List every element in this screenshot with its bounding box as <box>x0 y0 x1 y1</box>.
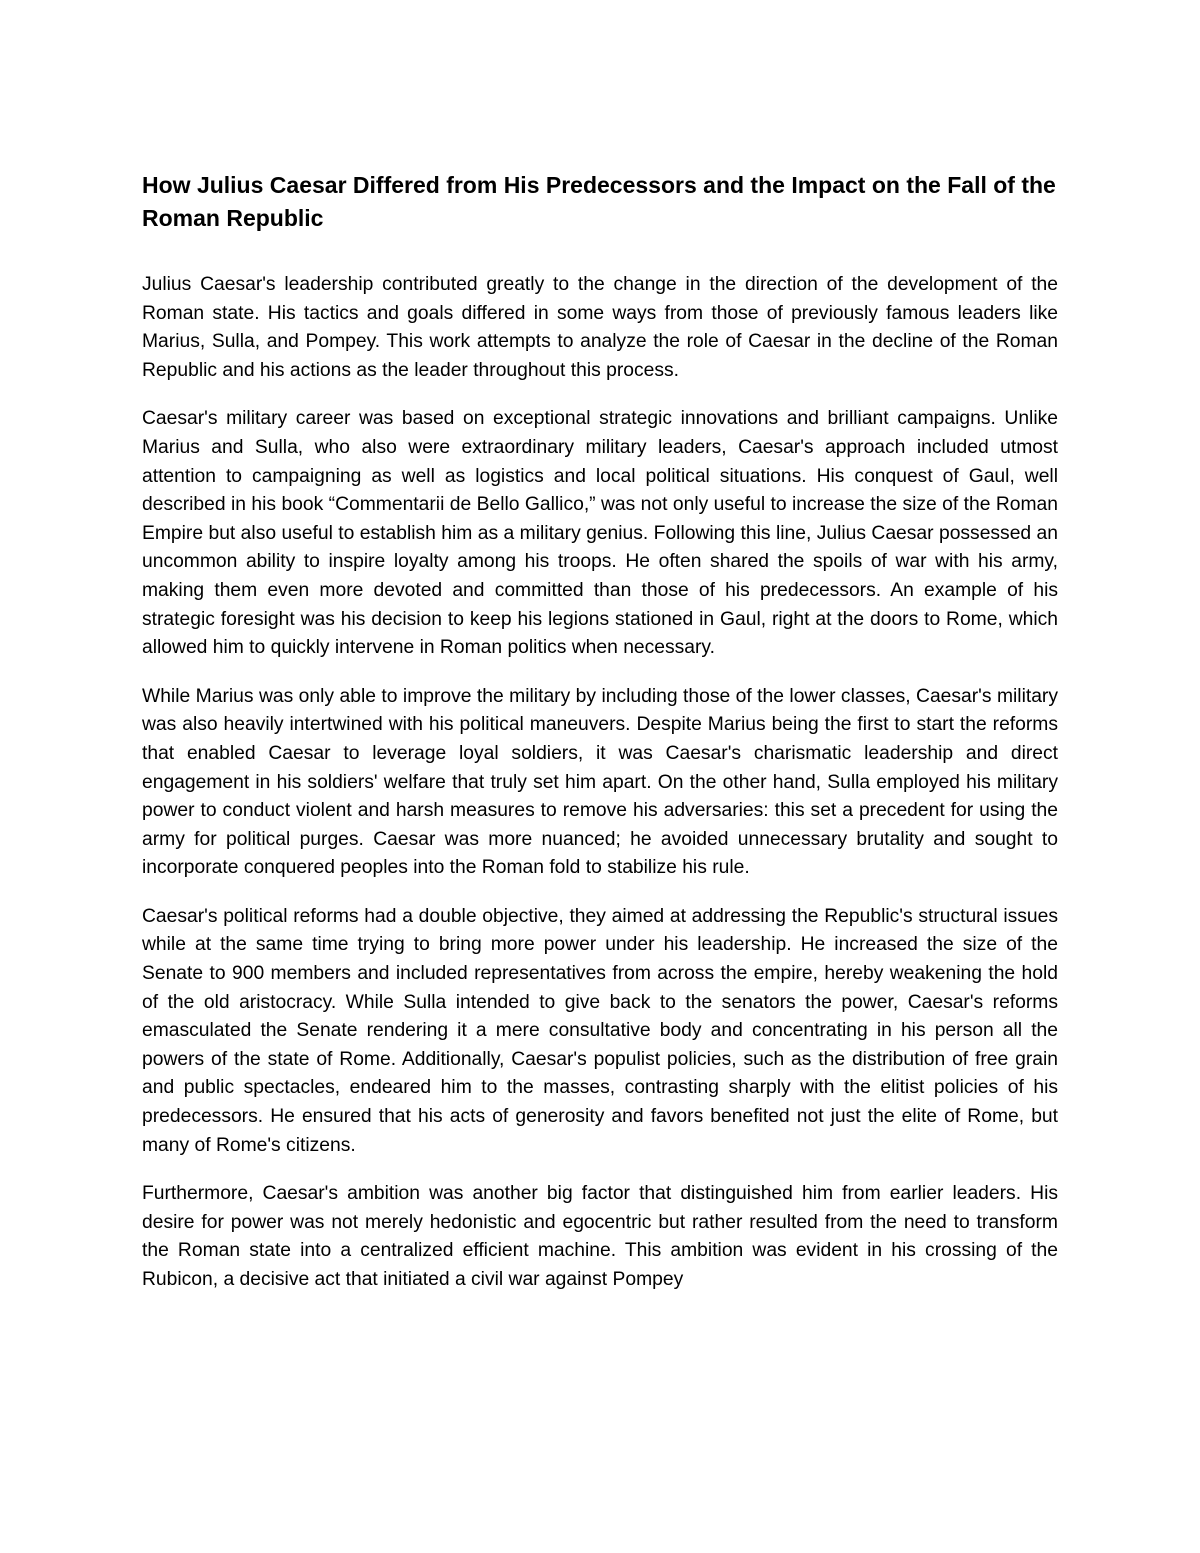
paragraph-military-career: Caesar's military career was based on exceptional strategic innovations and brilliant campaigns. Unlike Marius and Sulla, who also were extraordinary military leaders, Caesar's approach included utmost attention to campaigning as well as logistics and local political situations. His conquest of Gaul, well described in his book “Commentarii de Bello Gallico,” was not only useful to increase the size of the Roman Empire but also useful to establish him as a military genius. Following this line, Julius Caesar possessed an uncommon ability to inspire loyalty among his troops. He often shared the spoils of war with his army, making them even more devoted and committed than those of his predecessors. An example of his strategic foresight was his decision to keep his legions stationed in Gaul, right at the doors to Rome, which allowed him to quickly intervene in Roman politics when necessary. <box>142 408 1058 659</box>
paragraph-marius-sulla-comparison: While Marius was only able to improve the military by including those of the lower classes, Caesar's military was also heavily intertwined with his political maneuvers. Despite Marius being the first to start the reforms that enabled Caesar to leverage loyal soldiers, it was Caesar's charismatic leadership and direct engagement in his soldiers' welfare that truly set him apart. On the other hand, Sulla employed his military power to conduct violent and harsh measures to remove his adversaries: this set a precedent for using the army for political purges. Caesar was more nuanced; he avoided unnecessary brutality and sought to incorporate conquered peoples into the Roman fold to stabilize his rule. <box>142 685 1058 879</box>
document-body <box>142 169 1058 1295</box>
paragraph-introduction: Julius Caesar's leadership contributed greatly to the change in the direction of the development of the Roman state. His tactics and goals differed in some ways from those of previously famous leaders like Marius, Sulla, and Pompey. This work attempts to analyze the role of Caesar in the decline of the Roman Republic and his actions as the leader throughout this process. <box>142 274 1058 381</box>
paragraph-ambition: Furthermore, Caesar's ambition was another big factor that distinguished him from earlier leaders. His desire for power was not merely hedonistic and egocentric but rather resulted from the need to transform the Roman state into a centralized efficient machine. This ambition was evident in his crossing of the Rubicon, a decisive act that initiated a civil war against Pompey <box>142 1183 1058 1290</box>
document-title: How Julius Caesar Differed from His Predecessors and the Impact on the Fall of the Roman Republic <box>142 172 1056 231</box>
paragraph-political-reforms: Caesar's political reforms had a double objective, they aimed at addressing the Republic's structural issues while at the same time trying to bring more power under his leadership. He increased the size of the Senate to 900 members and included representatives from across the empire, hereby weakening the hold of the old aristocracy. While Sulla intended to give back to the senators the power, Caesar's reforms emasculated the Senate rendering it a mere consultative body and concentrating in his person all the powers of the state of Rome. Additionally, Caesar's populist policies, such as the distribution of free grain and public spectacles, endeared him to the masses, contrasting sharply with the elitist policies of his predecessors. He ensured that his acts of generosity and favors benefited not just the elite of Rome, but many of Rome's citizens. <box>142 905 1058 1156</box>
